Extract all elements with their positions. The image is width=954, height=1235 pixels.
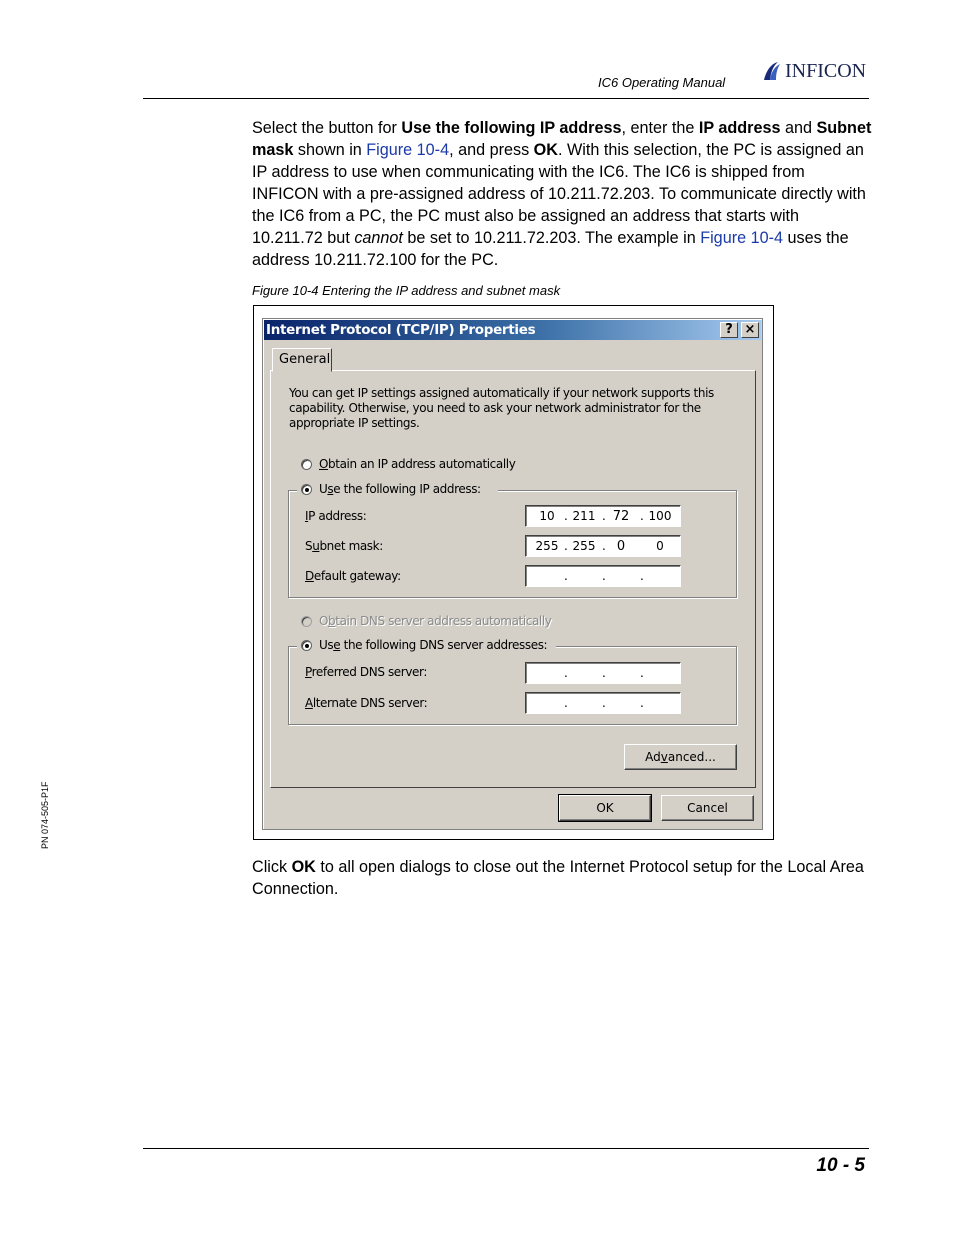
bold-text: IP address [698,119,781,137]
alternate-dns-label: Alternate DNS server: [305,696,428,710]
ip-octet[interactable]: 211 [572,509,596,523]
gateway-dot: . [602,569,606,583]
bold-text: OK [533,141,558,159]
subnet-mask-label: Subnet mask: [305,539,383,553]
help-button[interactable]: ? [720,322,738,338]
gateway-dot: . [564,569,568,583]
preferred-dns-input[interactable] [525,662,681,684]
text: to all open dialogs to close out the Internet Protocol setup for the Local Area Connection. [252,858,864,898]
text: uses the address 10.211.72.100 for the PC. [252,229,849,269]
advanced-button[interactable]: Advanced... [624,744,737,770]
subnet-octet[interactable]: 0 [616,539,626,554]
text: Select the button for [252,119,402,137]
default-gateway-label: Default gateway: [305,569,401,583]
ip-dot: . [564,509,568,523]
header-rule [143,98,869,99]
footer-rule [143,1148,869,1149]
text: . With this selection, the PC is assigned an IP address to use when communicating with the IC6. The IC6 is shipped from INFICON with a pre-assigned address of 10.211.72.203. To communicate directly with the IC6 from a PC, the PC must also be assigned an address that starts with 10.211.72 but [252,141,866,247]
dns-dot: . [564,696,568,710]
preferred-dns-label: Preferred DNS server: [305,665,427,679]
use-following-ip-label[interactable]: Use the following IP address: [319,482,481,496]
use-following-dns-label[interactable]: Use the following DNS server addresses: [319,638,548,652]
intro-line: capability. Otherwise, you need to ask your network administrator for the [289,401,701,415]
figure-link[interactable]: Figure 10-4 [366,141,450,159]
text: , and press [449,141,534,159]
tab-general-label: General [279,352,331,367]
part-number: PN 074-505-P1F [40,781,50,849]
bold-text: OK [291,858,316,876]
dns-dot: . [640,666,644,680]
inficon-logo [760,60,866,82]
text: be set to 10.211.72.203. The example in [402,229,701,247]
close-button[interactable]: × [741,322,759,338]
closing-paragraph [252,856,872,900]
obtain-dns-radio [301,616,312,627]
brand-name: INFICON [785,59,867,82]
ip-octet[interactable]: 72 [612,509,630,524]
ip-dot: . [640,509,644,523]
dns-dot: . [602,666,606,680]
ip-octet[interactable]: 10 [539,509,555,523]
ip-address-input[interactable] [525,505,681,527]
subnet-dot: . [602,539,606,553]
obtain-dns-label: Obtain DNS server address automatically [319,614,552,628]
dialog-title: Internet Protocol (TCP/IP) Properties [266,322,536,338]
alternate-dns-input[interactable] [525,692,681,714]
subnet-octet[interactable]: 255 [572,539,596,553]
manual-title: IC6 Operating Manual [598,75,726,90]
ip-octet[interactable]: 100 [648,509,672,523]
obtain-ip-label[interactable]: Obtain an IP address automatically [319,457,516,471]
page-number: 10 - 5 [816,1155,865,1176]
intro-line: You can get IP settings assigned automatically if your network supports this [289,386,714,400]
use-following-ip-radio[interactable] [301,484,312,495]
text: , enter the [621,119,699,137]
ip-dot: . [602,509,606,523]
italic-text: cannot [354,229,403,247]
text: and [780,119,817,137]
subnet-dot: . [564,539,568,553]
cancel-button[interactable]: Cancel [661,795,754,821]
text: Click [252,858,292,876]
bold-text: Subnet mask [252,119,872,159]
use-following-dns-radio[interactable] [301,640,312,651]
figure-link[interactable]: Figure 10-4 [700,229,783,247]
ok-button[interactable]: OK [559,795,651,821]
obtain-ip-radio[interactable] [301,459,312,470]
figure-caption: Figure 10-4 Entering the IP address and subnet mask [252,283,561,298]
intro-line: appropriate IP settings. [289,416,420,430]
default-gateway-input[interactable] [525,565,681,587]
inficon-logo-icon [760,60,782,82]
subnet-octet[interactable]: 0 [656,539,664,553]
text: shown in [293,141,367,159]
dns-dot: . [640,696,644,710]
ip-address-label: IP address: [305,509,367,523]
gateway-dot: . [640,569,644,583]
subnet-mask-input[interactable] [525,535,681,557]
bold-text: Use the following IP address [401,119,622,137]
dns-dot: . [602,696,606,710]
subnet-octet[interactable]: 255 [535,539,559,553]
intro-text [289,386,714,431]
dns-dot: . [564,666,568,680]
instruction-paragraph [252,117,872,271]
